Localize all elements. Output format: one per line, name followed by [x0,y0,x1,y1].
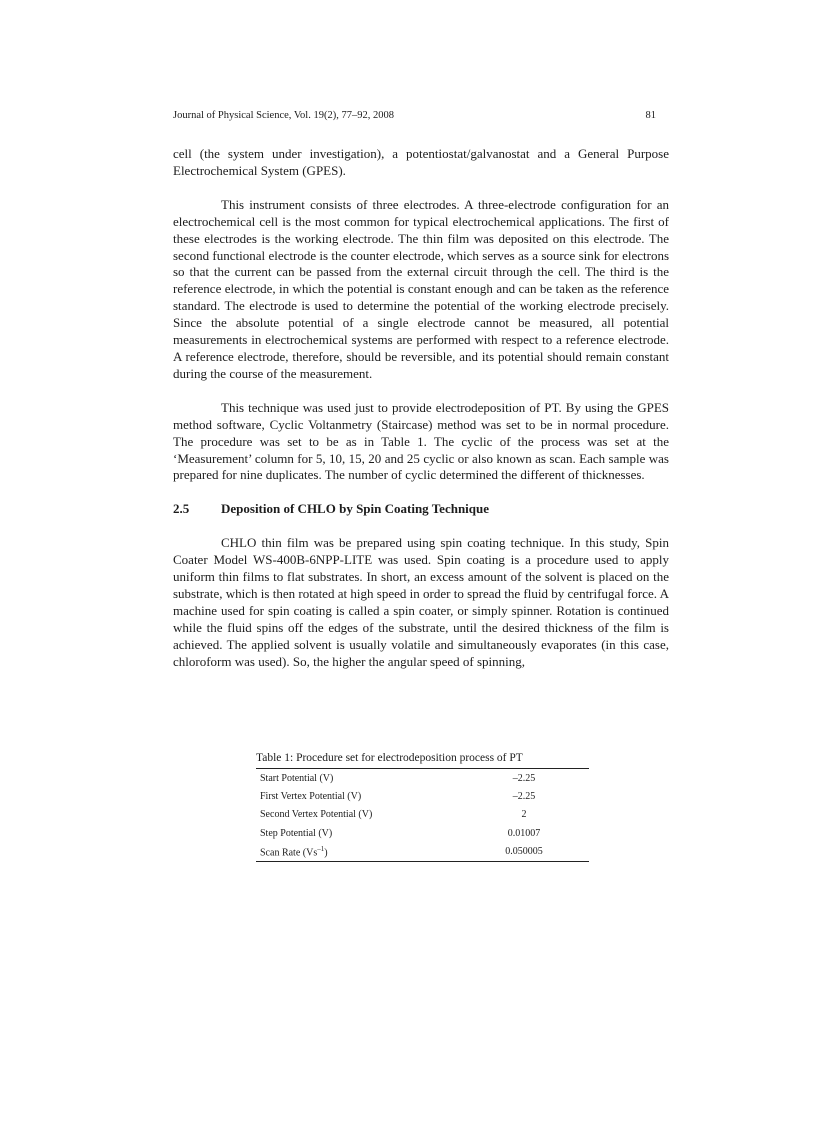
section-number: 2.5 [173,501,190,517]
table-caption: Table 1: Procedure set for electrodeposition process of PT [256,752,523,764]
paragraph-3: This technique was used just to provide electrodeposition of PT. By using the GPES method software, Cyclic Voltanmetry (Staircase) method was set to be in normal procedure. The procedure was set to be as in Table 1. The cyclic of the process was set at the ‘Measurement’ column for 5, 10, 15, 20 and 25 cyclic or also known as scan. Each sample was prepared for nine duplicates. The number of cyclic determined the different of thicknesses. [173,399,669,483]
row-value: 2 [521,809,527,821]
page-number: 81 [645,110,656,121]
row-label: Second Vertex Potential (V) [260,809,373,821]
paragraph-1: cell (the system under investigation), a potentiostat/galvanostat and a General Purpose Electrochemical System (GPES). [173,146,669,178]
procedure-table [256,768,589,862]
table-row [256,769,589,788]
row-value: –2.25 [512,772,536,784]
row-value: –2.25 [512,791,536,803]
running-header [173,110,656,121]
row-label [256,843,459,862]
table-row [256,824,589,842]
row-label: Start Potential (V) [260,772,334,784]
table-1 [256,752,589,862]
table-row [256,806,589,824]
section-heading [173,501,669,518]
row-label-end: ) [324,847,328,859]
body-text [173,146,669,670]
row-value: 0.01007 [507,827,541,839]
journal-citation: Journal of Physical Science, Vol. 19(2), 77–92, 2008 [173,110,394,121]
section-title: Deposition of CHLO by Spin Coating Technique [221,501,490,517]
row-label-superscript: –1 [317,845,325,854]
row-label: First Vertex Potential (V) [260,791,362,803]
row-label: Step Potential (V) [260,827,333,839]
table-row [256,843,589,862]
table-row [256,787,589,805]
paragraph-4: CHLO thin film was be prepared using spin coating technique. In this study, Spin Coater Model WS-400B-6NPP-LITE was used. Spin coating is a procedure used to apply uniform thin films to flat substrates. In short, an excess amount of the solvent is placed on the substrate, which is then rotated at high speed in order to spread the fluid by centrifugal force. A machine used for spin coating is called a spin coater, or simply spinner. Rotation is continued while the fluid spins off the edges of the substrate, until the desired thickness of the film is achieved. The applied solvent is usually volatile and simultaneously evaporates (in this case, chloroform was used). So, the higher the angular speed of spinning, [173,535,669,669]
paragraph-2: This instrument consists of three electrodes. A three-electrode configuration for an electrochemical cell is the most common for typical electrochemical applications. The first of these electrodes is the working electrode. The thin film was deposited on this electrode. The second functional electrode is the counter electrode, which serves as a source sink for electrons so that the current can be passed from the external circuit through the cell. The third is the reference electrode, in which the potential is constant enough and can be taken as the reference standard. The electrode is used to determine the potential of the working electrode precisely. Since the absolute potential of a single electrode cannot be measured, all potential measurements in electrochemical systems are performed with respect to a reference electrode. A reference electrode, therefore, should be reversible, and its potential should remain constant during the course of the measurement. [173,196,669,381]
row-label-text: Scan Rate (Vs [260,847,318,859]
row-value: 0.050005 [505,846,543,858]
